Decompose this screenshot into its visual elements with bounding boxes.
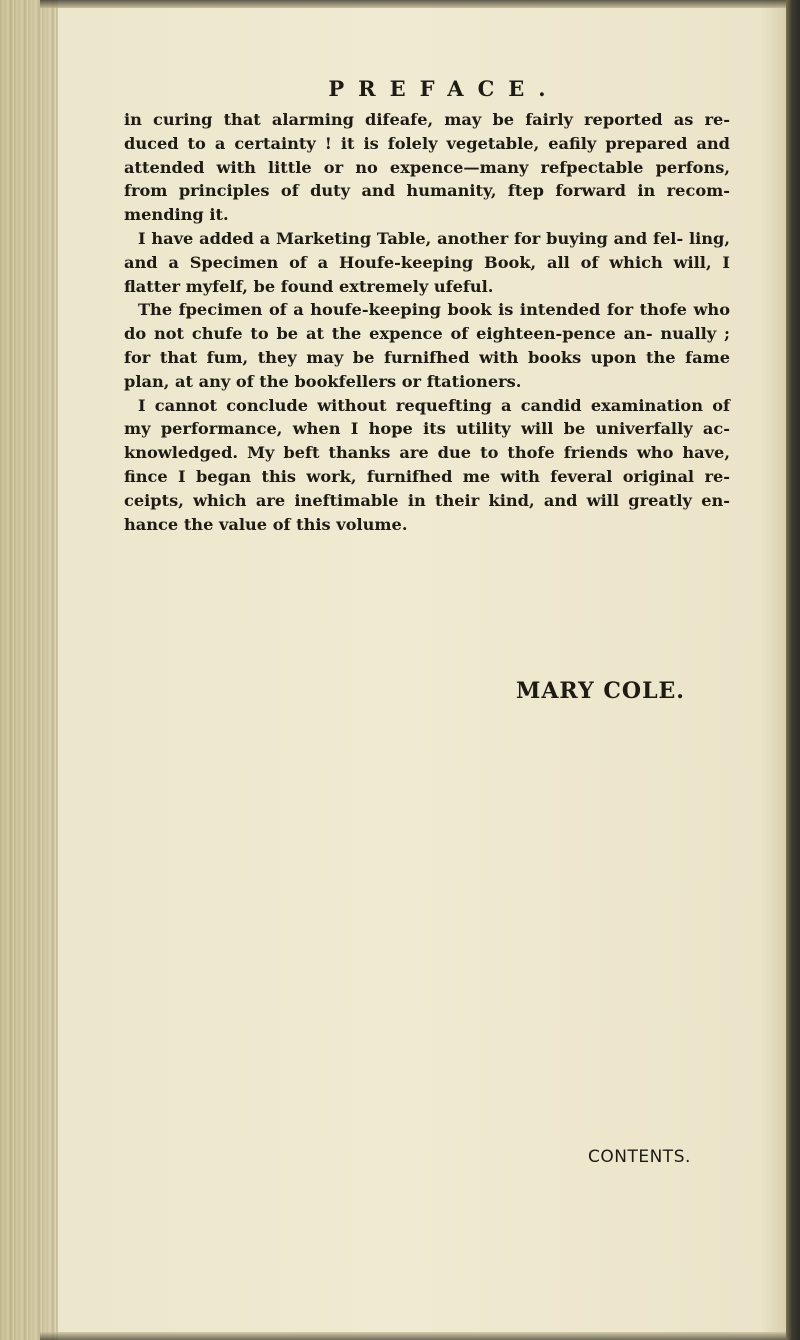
paragraph: The fpecimen of a houfe-keeping book is intended for thofe who do not chufe to be at the expence of eighteen-pence an- nually ; for that fum, they may be furnifhed with books upon the fame plan, at any of the bookfellers or ftationers.: [124, 300, 730, 391]
paragraph: in curing that alarming difeafe, may be fairly reported as re- duced to a certainty ! it is folely vegetable, eafily prepared and attended with little or no expence—many refpectable perfons, from principles of duty and humanity, ftep forward in recom- mending it.: [124, 110, 730, 225]
catchword: CONTENTS.: [588, 1147, 691, 1167]
page-top-edge: [40, 0, 800, 8]
preface-body: [124, 108, 730, 536]
running-head: PREFACE.: [328, 76, 560, 101]
author-signature: MARY COLE.: [516, 678, 685, 704]
paragraph: I have added a Marketing Table, another for buying and fel- ling, and a Specimen of a Houfe-keeping Book, all of which will, I flatter myfelf, be found extremely ufeful.: [124, 228, 730, 296]
page-bottom-edge: [40, 1332, 800, 1340]
page-binding-shadow: [0, 0, 58, 1340]
paragraph: I cannot conclude without requefting a candid examination of my performance, when I hope its utility will be univerfally ac- knowledged. My beft thanks are due to thofe friends who have, fince I began this work, furnifhed me with feveral original re- ceipts, which are ineftimable in their kind, and will greatly en- hance the value of this volume.: [124, 395, 730, 534]
page-right-edge: [786, 0, 800, 1340]
